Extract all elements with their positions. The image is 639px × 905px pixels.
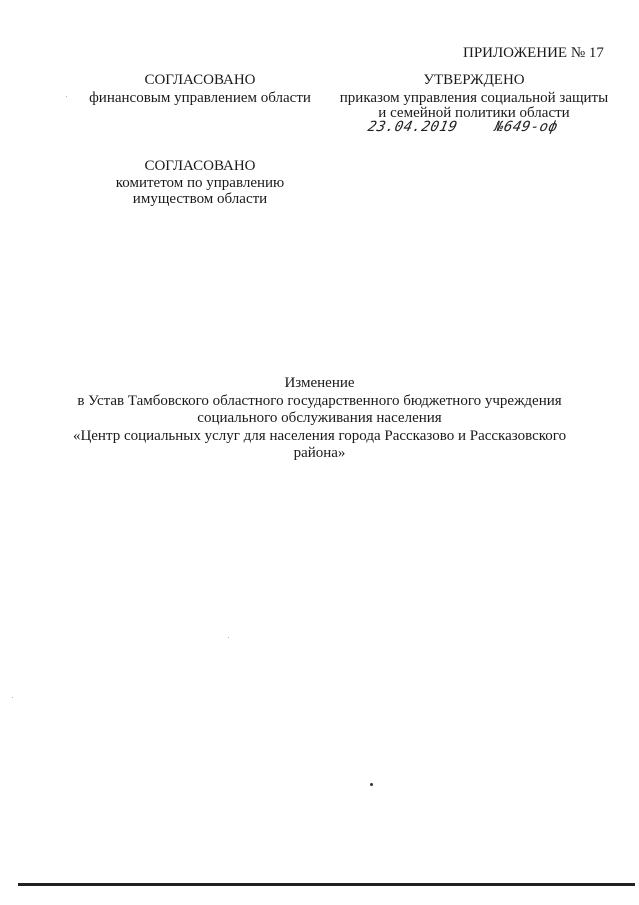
handwritten-order-number: №649-оф — [493, 119, 560, 135]
heading-line-3: социального обслуживания населения — [197, 410, 442, 426]
scan-speck — [370, 783, 373, 786]
heading-line-5: района» — [293, 445, 346, 461]
approved-title: УТВЕРЖДЕНО — [423, 72, 525, 88]
scan-speck — [12, 697, 13, 698]
agreed-property-committee-line2: имуществом области — [132, 191, 268, 207]
agreed-title-finance: СОГЛАСОВАНО — [144, 72, 256, 88]
agreed-finance-department: финансовым управлением области — [89, 90, 311, 106]
heading-line-2: в Устав Тамбовского областного государственного бюджетного учреждения — [77, 393, 562, 409]
page-bottom-edge — [18, 883, 635, 886]
approved-order-line1: приказом управления социальной защиты — [339, 90, 609, 106]
handwritten-date: 23.04.2019 — [366, 119, 459, 135]
agreed-title-property: СОГЛАСОВАНО — [144, 158, 256, 174]
agreed-property-committee-line1: комитетом по управлению — [115, 175, 285, 191]
scan-speck — [228, 637, 229, 638]
approved-order-line2: и семейной политики области — [378, 105, 570, 121]
heading-line-4: «Центр социальных услуг для населения города Рассказово и Рассказовского — [72, 428, 567, 444]
appendix-label: ПРИЛОЖЕНИЕ № 17 — [463, 45, 604, 61]
scan-speck — [66, 96, 67, 97]
heading-line-1: Изменение — [284, 375, 355, 391]
